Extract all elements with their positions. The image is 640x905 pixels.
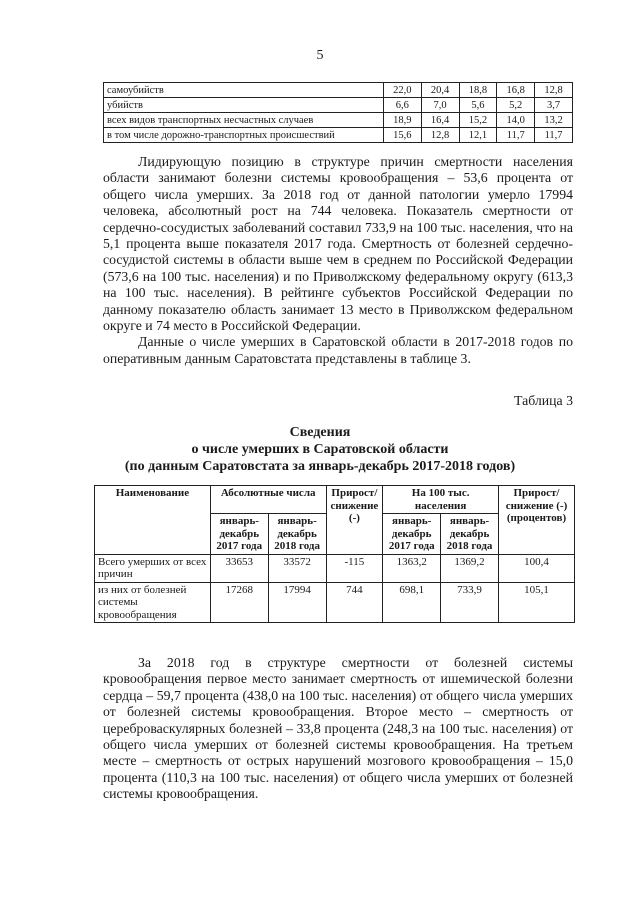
row-name: Всего умерших от всех причин [95, 554, 211, 582]
cell: 6,6 [383, 98, 421, 113]
body-text-1 [103, 154, 573, 367]
row-label: в том числе дорожно-транспортных происшествий [104, 128, 384, 143]
table-row [104, 98, 573, 113]
cell: 13,2 [535, 113, 573, 128]
table-caption: Таблица 3 [513, 393, 573, 408]
cell: -115 [326, 554, 383, 582]
header-rate-2017: январь-декабрь 2017 года [383, 514, 441, 555]
cell: 18,8 [459, 83, 497, 98]
cell: 11,7 [535, 128, 573, 143]
mortality-causes-table [103, 82, 573, 143]
cell: 33572 [268, 554, 326, 582]
header-growth-pct: Прирост/ снижение (-) (процентов) [498, 486, 574, 555]
cell: 733,9 [441, 582, 499, 623]
page-number: 5 [316, 48, 324, 63]
cell: 12,8 [535, 83, 573, 98]
header-per100k: На 100 тыс. населения [383, 486, 499, 514]
cell: 5,2 [497, 98, 535, 113]
cell: 17268 [210, 582, 268, 623]
cell: 105,1 [498, 582, 574, 623]
header-absolute: Абсолютные числа [210, 486, 326, 514]
table-title-line-1: Сведения [289, 425, 351, 440]
table-row [104, 83, 573, 98]
table-title-line-3: (по данным Саратовстата за январь-декабрь 2017-2018 годов) [124, 459, 516, 474]
row-label: самоубийств [104, 83, 384, 98]
paragraph-cardiovascular-structure: Лидирующую позицию в структуре причин смертности населения области занимают болезни системы кровообращения – 53,6 процента от общего числа умерших. За 2018 год от данной патологии умерло 17994 человека, абсолютный рост на 744 человека. Показатель смертности от сердечно-сосудистых заболеваний составил 733,9 на 100 тыс. населения, что на 5,1 процента выше показателя 2017 года. Смертность от болезней сердечно-сосудистой системы в области выше чем в среднем по Российской Федерации (573,6 на 100 тыс. населения) и по Приволжскому федеральному округу (613,3 на 100 тыс. населения). В рейтинге субъектов Российской Федерации по данному показателю область занимает 13 место в Приволжском федеральном округе и 74 место в Российской Федерации. [103, 154, 573, 334]
cell: 15,2 [459, 113, 497, 128]
cell: 5,6 [459, 98, 497, 113]
header-rate-2018: январь-декабрь 2018 года [441, 514, 499, 555]
cell: 698,1 [383, 582, 441, 623]
cell: 20,4 [421, 83, 459, 98]
cell: 16,4 [421, 113, 459, 128]
deaths-table [94, 485, 575, 623]
cell: 22,0 [383, 83, 421, 98]
table-row [104, 128, 573, 143]
header-abs-2018: январь-декабрь 2018 года [268, 514, 326, 555]
body-text-2 [103, 655, 573, 803]
row-label: убийств [104, 98, 384, 113]
cell: 33653 [210, 554, 268, 582]
cell: 16,8 [497, 83, 535, 98]
cell: 15,6 [383, 128, 421, 143]
cell: 18,9 [383, 113, 421, 128]
header-abs-2017: январь-декабрь 2017 года [210, 514, 268, 555]
header-growth: Прирост/ снижение (-) [326, 486, 383, 555]
cell: 1369,2 [441, 554, 499, 582]
paragraph-cardiovascular-breakdown: За 2018 год в структуре смертности от болезней системы кровообращения первое место занимает смертность от ишемической болезни сердца – 59,7 процента (438,0 на 100 тыс. населения) от общего числа умерших от болезней системы кровообращения. Второе место – смертность от цереброваскулярных болезней – 33,8 процента (248,3 на 100 тыс. населения) от общего числа умерших от болезней системы кровообращения. На третьем месте – смертность от острых нарушений мозгового кровообращения – 15,0 процента (110,3 на 100 тыс. населения) от общего числа умерших от болезней системы кровообращения. [103, 655, 573, 802]
cell: 7,0 [421, 98, 459, 113]
cell: 1363,2 [383, 554, 441, 582]
cell: 17994 [268, 582, 326, 623]
table-row [95, 554, 575, 582]
cell: 14,0 [497, 113, 535, 128]
cell: 11,7 [497, 128, 535, 143]
table-title-line-2: о числе умерших в Саратовской области [191, 442, 449, 457]
cell: 3,7 [535, 98, 573, 113]
table-row [104, 113, 573, 128]
paragraph-table-reference: Данные о числе умерших в Саратовской области в 2017-2018 годов по оперативным данным Саратовстата представлены в таблице 3. [103, 334, 573, 366]
row-label: всех видов транспортных несчастных случаев [104, 113, 384, 128]
cell: 12,8 [421, 128, 459, 143]
table-row [95, 582, 575, 623]
row-name: из них от болезней системы кровообращения [95, 582, 211, 623]
cell: 100,4 [498, 554, 574, 582]
cell: 12,1 [459, 128, 497, 143]
cell: 744 [326, 582, 383, 623]
header-name: Наименование [95, 486, 211, 555]
